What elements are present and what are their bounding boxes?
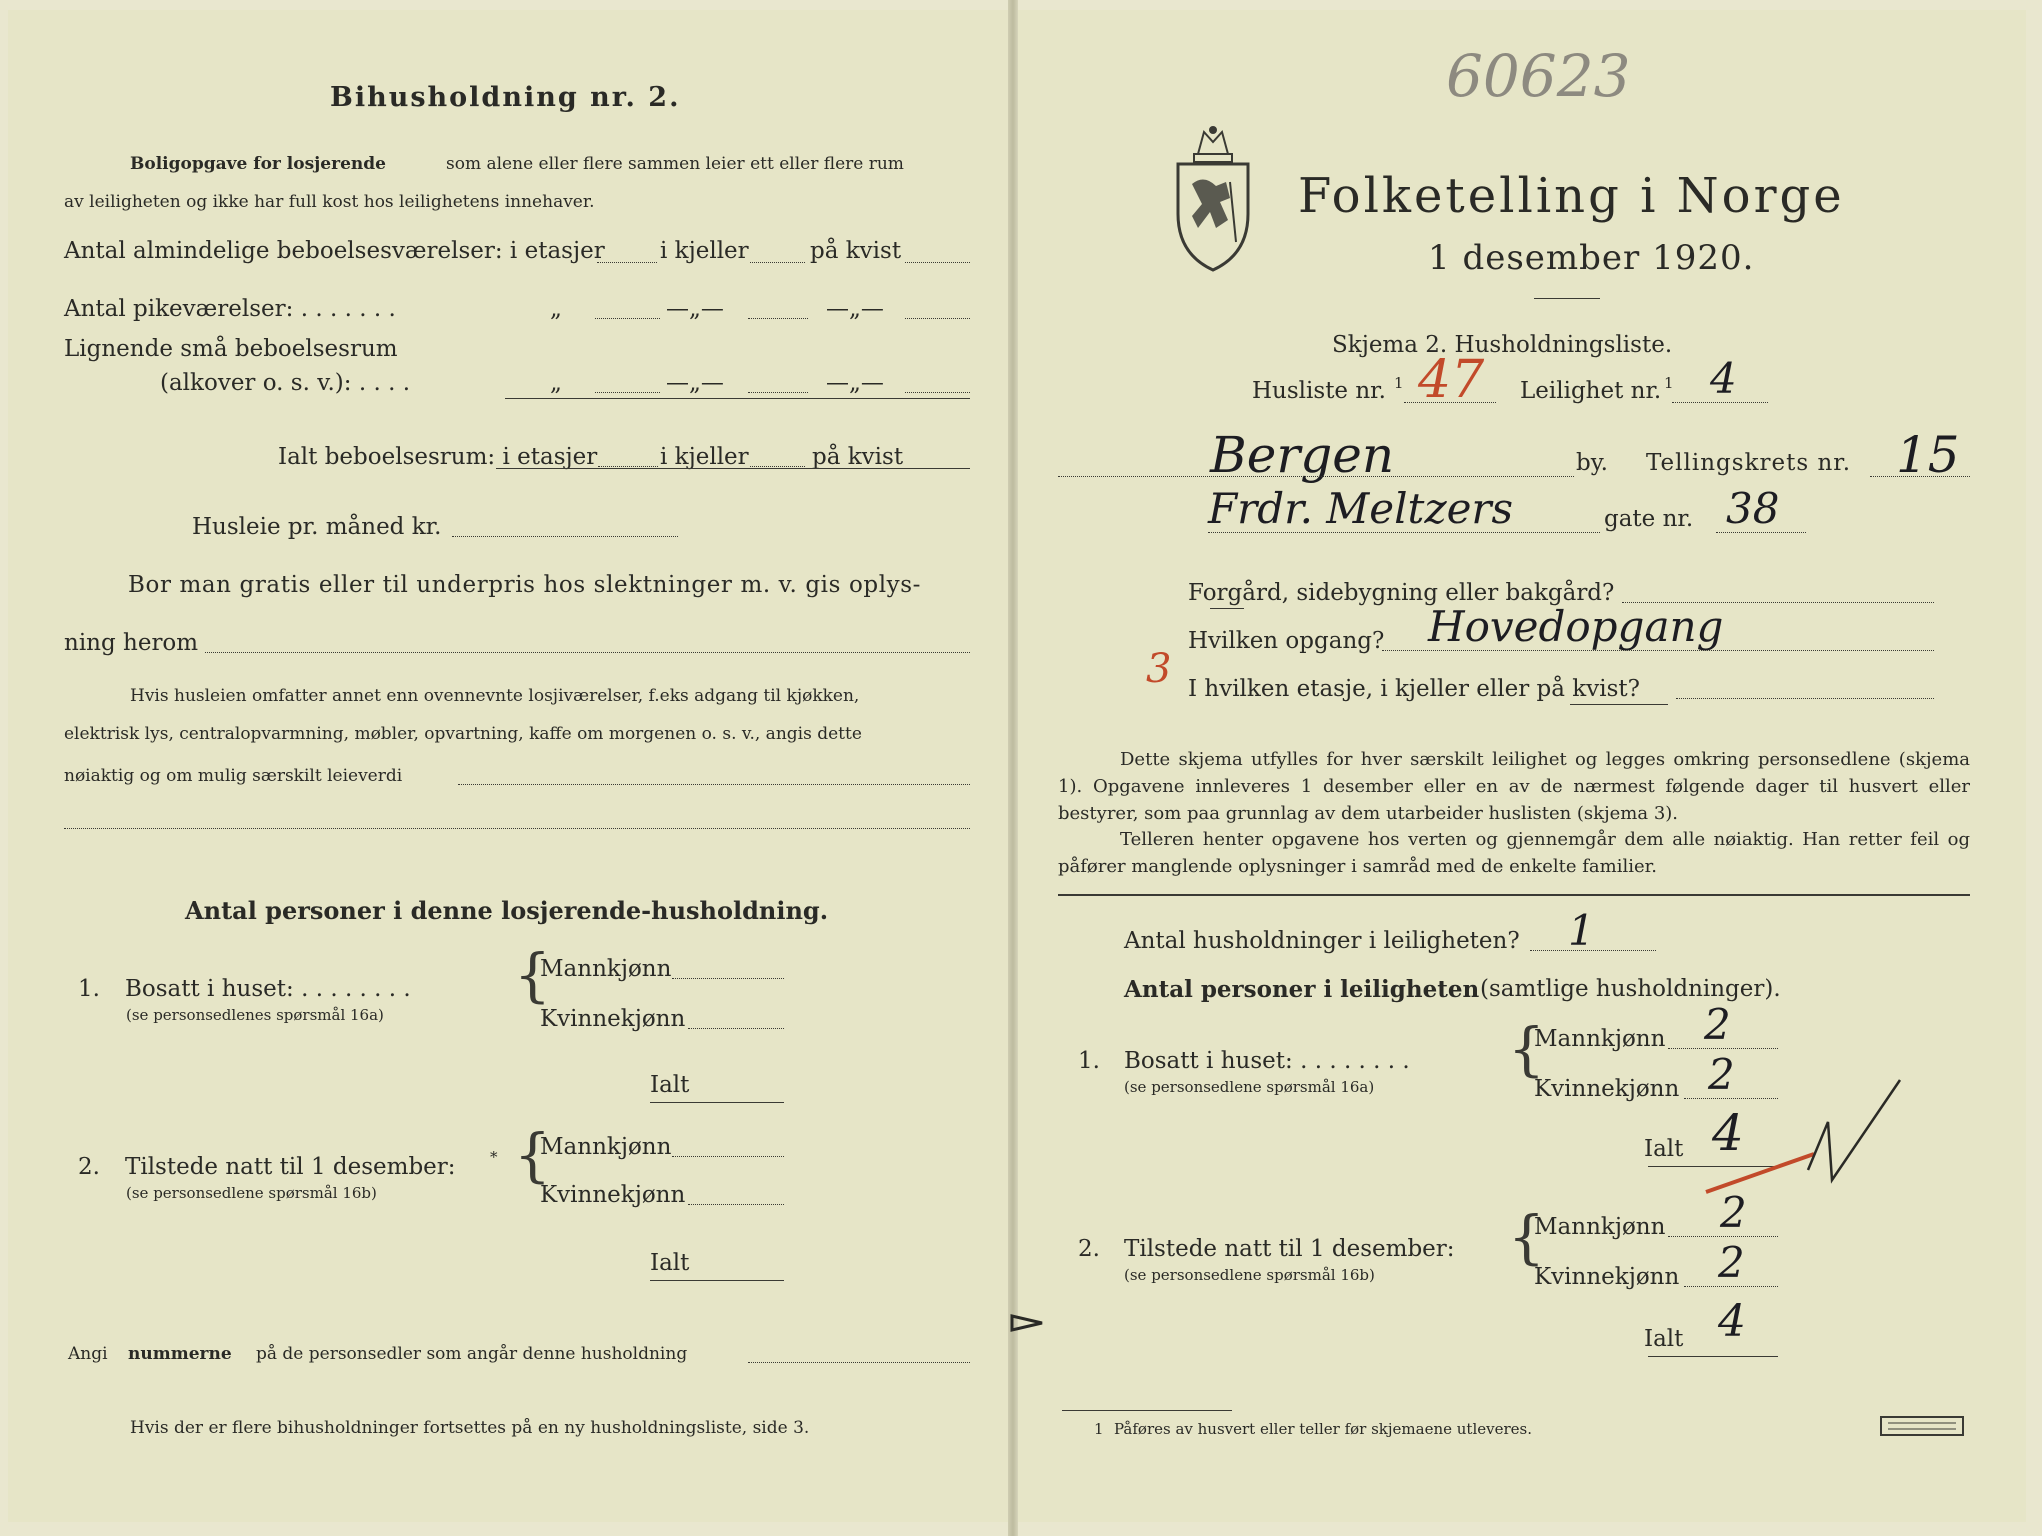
pike-ditto-1: „: [550, 296, 562, 322]
footnote-mark: 1: [1094, 1420, 1104, 1438]
forgard-label: Forgård, sidebygning eller bakgård?: [1188, 580, 1615, 606]
city-field: [1058, 476, 1574, 477]
husholdninger-value: 1: [1568, 906, 1595, 955]
left-q1-ialt-field: [650, 1102, 784, 1103]
left-q1-mann: Mannkjønn: [540, 956, 672, 982]
forgard-underline: [1210, 608, 1244, 609]
right-q2-kvinne-value: 2: [1718, 1238, 1745, 1287]
angi-bold: nummerne: [128, 1344, 232, 1364]
coat-of-arms-icon: [1170, 124, 1256, 272]
husliste-sup: 1: [1394, 374, 1404, 392]
lignende-2: (alkover o. s. v.): . . . .: [160, 370, 411, 396]
street-field: [1208, 532, 1600, 533]
right-q2-kvinne-field: [1684, 1286, 1778, 1287]
footnote-text: Påføres av husvert eller teller før skjemaene utleveres.: [1114, 1420, 1532, 1438]
archive-number: 60623: [1446, 42, 1631, 110]
rooms-line: Antal almindelige beboelsesværelser: i etasjer: [64, 238, 605, 264]
opgang-label: Hvilken opgang?: [1188, 628, 1385, 654]
right-persons-heading-bold: Antal personer i leiligheten: [1124, 976, 1480, 1003]
instruction-2: Telleren henter opgavene hos verten og gjennemgår dem alle nøiaktig. Han retter feil og påfører manglende oplysninger i samråd med de enkelte familier.: [1058, 829, 1970, 877]
etasje-field: [1676, 698, 1934, 699]
opgang-field: [1382, 650, 1934, 651]
lignende-ditto-2: —„—: [666, 370, 724, 396]
left-title: Bihusholdning nr. 2.: [330, 82, 681, 113]
gate-label: gate nr.: [1604, 506, 1694, 532]
note-line-1: Hvis husleien omfatter annet enn ovennevnte losjiværelser, f.eks adgang til kjøkken,: [130, 686, 860, 706]
leilighet-field: [1672, 402, 1768, 403]
leilighet-label: Leilighet nr.: [1520, 378, 1662, 404]
right-title: Folketelling i Norge: [1298, 168, 1845, 224]
left-q2-mann: Mannkjønn: [540, 1134, 672, 1160]
right-date: 1 desember 1920.: [1428, 238, 1755, 278]
left-q1-kvinne-field: [688, 1028, 784, 1029]
left-q1-num: 1.: [78, 976, 100, 1002]
rooms-etasjer-field: [597, 262, 657, 263]
right-q1-label: Bosatt i huset: . . . . . . . .: [1124, 1048, 1410, 1074]
gratis-line-2: ning herom: [64, 630, 199, 656]
right-q1-mann-value: 2: [1704, 1000, 1731, 1049]
pike-field-1: [595, 318, 660, 319]
tellingskrets-value: 15: [1896, 426, 1960, 484]
left-q2-star: *: [490, 1148, 498, 1166]
page-fold: [1008, 0, 1018, 1536]
right-q2-mann-value: 2: [1720, 1188, 1747, 1237]
right-q2-mann-field: [1668, 1236, 1778, 1237]
right-q1-kvinne-label: Kvinnekjønn: [1534, 1076, 1680, 1102]
rooms-kvist-field: [905, 262, 970, 263]
ialt-rooms-label: Ialt beboelsesrum: i etasjer: [278, 444, 598, 470]
husleie-field: [452, 536, 678, 537]
right-q1-ialt-label: Ialt: [1644, 1136, 1684, 1162]
intro-rest-1: som alene eller flere sammen leier ett eller flere rum: [446, 154, 904, 174]
lignende-ditto-1: „: [550, 370, 562, 396]
right-q2-ialt-label: Ialt: [1644, 1326, 1684, 1352]
arrow-mark-icon: [1010, 1312, 1046, 1334]
lignende-ditto-3: —„—: [826, 370, 884, 396]
left-footer: Hvis der er flere bihusholdninger fortsettes på en ny husholdningsliste, side 3.: [130, 1418, 810, 1438]
intro-rest-2: av leiligheten og ikke har full kost hos leilighetens innehaver.: [64, 192, 595, 212]
pike-label: Antal pikeværelser: . . . . . . .: [64, 296, 396, 322]
gratis-line-1: Bor man gratis eller til underpris hos slektninger m. v. gis oplys-: [128, 572, 922, 598]
instruction-rule: [1058, 894, 1970, 896]
husholdninger-field: [1530, 950, 1656, 951]
left-q2-ialt-field: [650, 1280, 784, 1281]
lignende-field-1: [595, 392, 660, 393]
etasje-value: 3: [1146, 646, 1172, 692]
lignende-field-2: [748, 392, 808, 393]
rooms-kjeller-field: [750, 262, 805, 263]
note-line-2: elektrisk lys, centralopvarmning, møbler, opvartning, kaffe om morgenen o. s. v., angis dette: [64, 724, 862, 744]
right-persons-heading-rest: (samtlige husholdninger).: [1480, 976, 1781, 1002]
angi-pre: Angi: [68, 1344, 108, 1364]
right-q2-brace: {: [1508, 1203, 1545, 1271]
left-q2-kvinne-field: [688, 1204, 784, 1205]
left-q1-label: Bosatt i huset: . . . . . . . .: [125, 976, 411, 1002]
left-q2-num: 2.: [78, 1154, 100, 1180]
left-q2-mann-field: [672, 1156, 784, 1157]
left-q2-label: Tilstede natt til 1 desember:: [125, 1154, 456, 1180]
pike-field-3: [905, 318, 970, 319]
printer-stamp-icon: [1880, 1416, 1964, 1436]
street-value: Frdr. Meltzers: [1208, 484, 1514, 533]
right-q1-brace: {: [1508, 1015, 1545, 1083]
right-q2-ialt-field: [1648, 1356, 1778, 1357]
left-q2-sub: (se personsedlene spørsmål 16b): [126, 1184, 377, 1202]
right-q2-sub: (se personsedlene spørsmål 16b): [1124, 1266, 1375, 1284]
husliste-field: [1404, 402, 1496, 403]
skjema-label: Skjema 2. Husholdningsliste.: [1332, 332, 1673, 358]
right-q1-ialt-value: 4: [1712, 1104, 1744, 1162]
sum-rule: [505, 398, 970, 399]
right-q2-num: 2.: [1078, 1236, 1100, 1262]
left-q2-kvinne: Kvinnekjønn: [540, 1182, 686, 1208]
date-rule: [1534, 298, 1600, 299]
city-value: Bergen: [1210, 426, 1395, 484]
rooms-i-kjeller: i kjeller: [660, 238, 749, 264]
left-q1-ialt: Ialt: [650, 1072, 690, 1098]
ialt-pa-kvist: på kvist: [812, 444, 904, 470]
husliste-value: 47: [1418, 350, 1485, 410]
pike-ditto-3: —„—: [826, 296, 884, 322]
left-persons-heading: Antal personer i denne losjerende-husholdning.: [185, 896, 829, 925]
tellingskrets-label: Tellingskrets nr.: [1646, 450, 1852, 476]
etasje-label: I hvilken etasje, i kjeller eller på kvist?: [1188, 676, 1640, 702]
right-q1-mann-field: [1668, 1048, 1778, 1049]
angi-rest: på de personsedler som angår denne husholdning: [256, 1344, 688, 1364]
left-q1-sub: (se personsedlenes spørsmål 16a): [126, 1006, 384, 1024]
leieverdi-field: [458, 784, 970, 785]
instruction-1: Dette skjema utfylles for hver særskilt leilighet og legges omkring personsedlene (skjema 1). Opgavene innleveres 1 desember eller en av de nærmest følgende dager til husvert eller bestyrer, som paa grunnlag av dem utarbeider huslisten (skjema 3).: [1058, 749, 1970, 824]
right-q1-kvinne-value: 2: [1708, 1050, 1735, 1099]
right-q2-ialt-value: 4: [1718, 1296, 1746, 1347]
left-q1-brace: {: [514, 941, 551, 1009]
tellingskrets-field: [1870, 476, 1970, 477]
lignende-1: Lignende små beboelsesrum: [64, 336, 398, 362]
left-q2-ialt: Ialt: [650, 1250, 690, 1276]
right-q1-mann-label: Mannkjønn: [1534, 1026, 1666, 1052]
right-q1-num: 1.: [1078, 1048, 1100, 1074]
note-line-3: nøiaktig og om mulig særskilt leieverdi: [64, 766, 403, 786]
rooms-pa-kvist: på kvist: [810, 238, 902, 264]
husliste-label: Husliste nr.: [1252, 378, 1386, 404]
leieverdi-field-2: [64, 828, 970, 829]
opgang-value: Hovedopgang: [1428, 602, 1724, 651]
husleie-label: Husleie pr. måned kr.: [192, 514, 442, 540]
ialt-etasjer-field: [598, 466, 658, 467]
ialt-kjeller-field: [750, 466, 805, 467]
left-q1-mann-field: [672, 978, 784, 979]
etasje-underline: [1570, 704, 1668, 705]
left-q2-brace: {: [514, 1121, 551, 1189]
leilighet-sup: 1: [1664, 374, 1674, 392]
right-q2-label: Tilstede natt til 1 desember:: [1124, 1236, 1455, 1262]
checkmark-icon: [1690, 1070, 1910, 1200]
ialt-rooms-rule: [496, 468, 970, 469]
gate-value: 38: [1726, 484, 1780, 533]
pike-ditto-2: —„—: [666, 296, 724, 322]
right-q2-mann-label: Mannkjønn: [1534, 1214, 1666, 1240]
gratis-field: [205, 652, 970, 653]
right-q2-kvinne-label: Kvinnekjønn: [1534, 1264, 1680, 1290]
intro-bold: Boligopgave for losjerende: [130, 154, 386, 174]
angi-field: [748, 1362, 970, 1363]
by-label: by.: [1576, 450, 1608, 476]
left-q1-kvinne: Kvinnekjønn: [540, 1006, 686, 1032]
husholdninger-label: Antal husholdninger i leiligheten?: [1124, 928, 1520, 954]
lignende-field-3: [905, 392, 970, 393]
pike-field-2: [748, 318, 808, 319]
ialt-i-kjeller: i kjeller: [660, 444, 749, 470]
leilighet-value: 4: [1710, 354, 1737, 403]
footnote-rule: [1062, 1410, 1232, 1411]
right-q1-sub: (se personsedlene spørsmål 16a): [1124, 1078, 1375, 1096]
gate-field: [1716, 532, 1806, 533]
